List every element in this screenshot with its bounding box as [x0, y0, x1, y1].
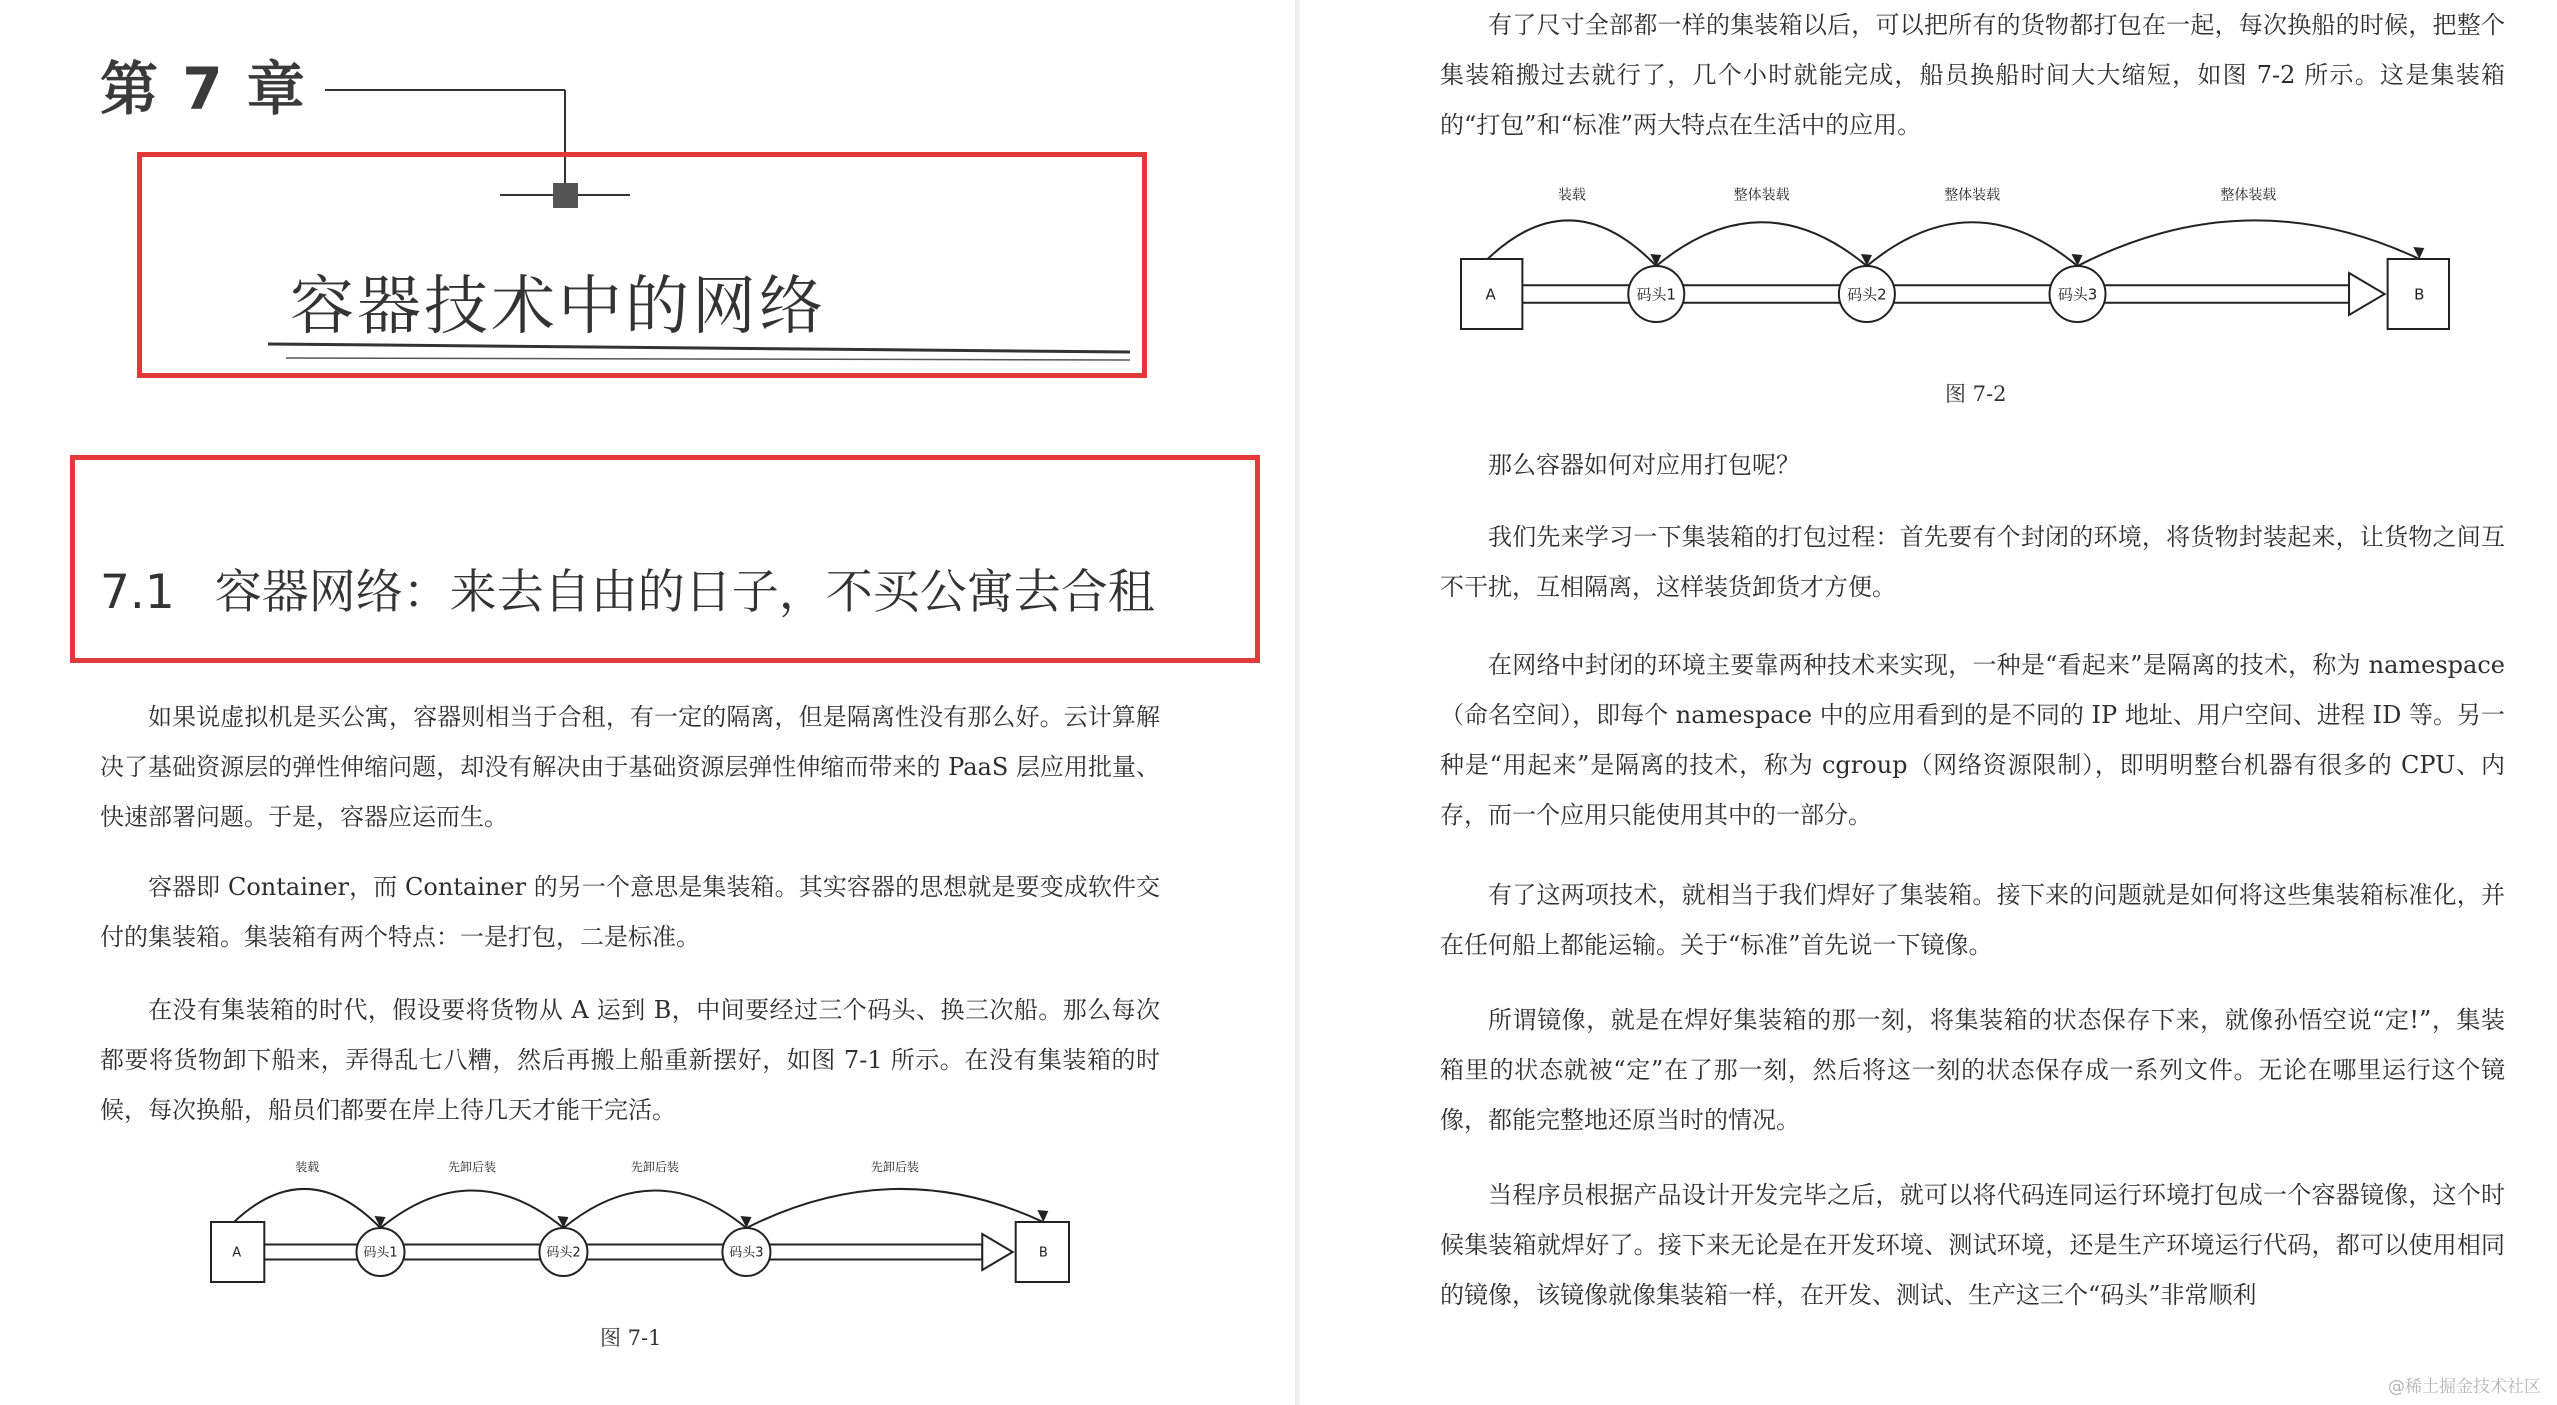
paragraph: 在没有集装箱的时代，假设要将货物从 A 运到 B，中间要经过三个码头、换三次船。那么每次都要将货物卸下船来，弄得乱七八糟，然后再搬上船重新摆好，如图 7-1 所示。在没有集装箱的时候，每次换船，船员们都要在岸上待几天才能干完活。 — [100, 996, 1160, 1124]
chapter-title-underline — [268, 338, 1138, 368]
dock-label: 码头3 — [729, 1245, 764, 1261]
right-page — [1300, 0, 2557, 1405]
paragraph: 当程序员根据产品设计开发完毕之后，就可以将代码连同运行环境打包成一个容器镜像，这个时候集装箱就焊好了。接下来无论是在开发环境、测试环境，还是生产环境运行代码，都可以使用相同的镜像，该镜像就像集装箱一样，在开发、测试、生产这三个“码头”非常顺利 — [1440, 1181, 2505, 1309]
end-label: B — [2414, 285, 2425, 304]
paragraph: 如果说虚拟机是买公寓，容器则相当于合租，有一定的隔离，但是隔离性没有那么好。云计算解决了基础资源层的弹性伸缩问题，却没有解决由于基础资源层弹性伸缩而带来的 PaaS 层应用批量、快速部署问题。于是，容器应运而生。 — [100, 703, 1160, 831]
chapter-title: 容器技术中的网络 — [290, 270, 826, 344]
flow-arrow-head — [2349, 273, 2385, 315]
dock-label: 码头1 — [1636, 285, 1677, 304]
arc-label: 先卸后装 — [447, 1160, 496, 1174]
arc-label: 先卸后装 — [870, 1160, 919, 1174]
arc-label: 整体装载 — [1733, 187, 1790, 204]
transfer-arc — [746, 1189, 1043, 1228]
section-number: 7.1 — [100, 565, 175, 620]
transfer-arc — [380, 1191, 563, 1229]
section-heading — [100, 555, 1155, 622]
end-label: B — [1038, 1245, 1048, 1261]
start-label: A — [232, 1245, 242, 1261]
section-title: 容器网络：来去自由的日子，不买公寓去合租 — [214, 565, 1155, 620]
paragraph: 所谓镜像，就是在焊好集装箱的那一刻，将集装箱的状态保存下来，就像孙悟空说“定!”，集装箱里的状态就被“定”在了那一刻，然后将这一刻的状态保存成一系列文件。无论在哪里运行这个镜像，都能完整地还原当时的情况。 — [1440, 1006, 2505, 1134]
arc-label: 装载 — [1557, 187, 1586, 204]
figure-7-1-diagram — [210, 1150, 1080, 1300]
arc-label: 整体装载 — [2220, 187, 2277, 204]
figure-7-2-diagram — [1460, 175, 2460, 350]
paragraph: 我们先来学习一下集装箱的打包过程：首先要有个封闭的环境，将货物封装起来，让货物之间互不干扰，互相隔离，这样装货卸货才方便。 — [1440, 523, 2505, 601]
paragraph: 在网络中封闭的环境主要靠两种技术来实现，一种是“看起来”是隔离的技术，称为 namespace（命名空间），即每个 namespace 中的应用看到的是不同的 IP 地址、用户空间、进程 ID 等。另一种是“用起来”是隔离的技术，称为 cgroup（网络资源限制），即明明整台机器有很多的 CPU、内存，而一个应用只能使用其中的一部分。 — [1440, 651, 2505, 829]
transfer-arc — [2078, 220, 2420, 266]
dock-label: 码头3 — [2057, 285, 2098, 304]
transfer-arc — [1867, 222, 2078, 266]
figure-caption: 图 7-2 — [1945, 382, 2007, 406]
paragraph: 容器即 Container，而 Container 的另一个意思是集装箱。其实容器的思想就是要变成软件交付的集装箱。集装箱有两个特点：一是打包，二是标准。 — [100, 873, 1160, 951]
paragraph: 有了尺寸全部都一样的集装箱以后，可以把所有的货物都打包在一起，每次换船的时候，把整个集装箱搬过去就行了，几个小时就能完成，船员换船时间大大缩短，如图 7-2 所示。这是集装箱的“打包”和“标准”两大特点在生活中的应用。 — [1440, 11, 2505, 139]
dock-label: 码头1 — [363, 1245, 398, 1261]
dock-label: 码头2 — [546, 1245, 581, 1261]
transfer-arc — [1656, 222, 1867, 266]
transfer-arc — [563, 1191, 746, 1229]
start-label: A — [1485, 285, 1496, 304]
arc-label: 先卸后装 — [630, 1160, 679, 1174]
flow-arrow-head — [982, 1234, 1012, 1270]
paragraph: 那么容器如何对应用打包呢？ — [1488, 451, 1800, 479]
dock-label: 码头2 — [1847, 285, 1887, 304]
arc-label: 装载 — [295, 1160, 320, 1174]
watermark: @稀土掘金技术社区 — [2388, 1377, 2541, 1397]
paragraph: 有了这两项技术，就相当于我们焊好了集装箱。接下来的问题就是如何将这些集装箱标准化，并在任何船上都能运输。关于“标准”首先说一下镜像。 — [1440, 881, 2505, 959]
arc-label: 整体装载 — [1944, 187, 2001, 204]
figure-caption: 图 7-1 — [600, 1326, 662, 1350]
chapter-number: 第 7 章 — [100, 55, 307, 123]
